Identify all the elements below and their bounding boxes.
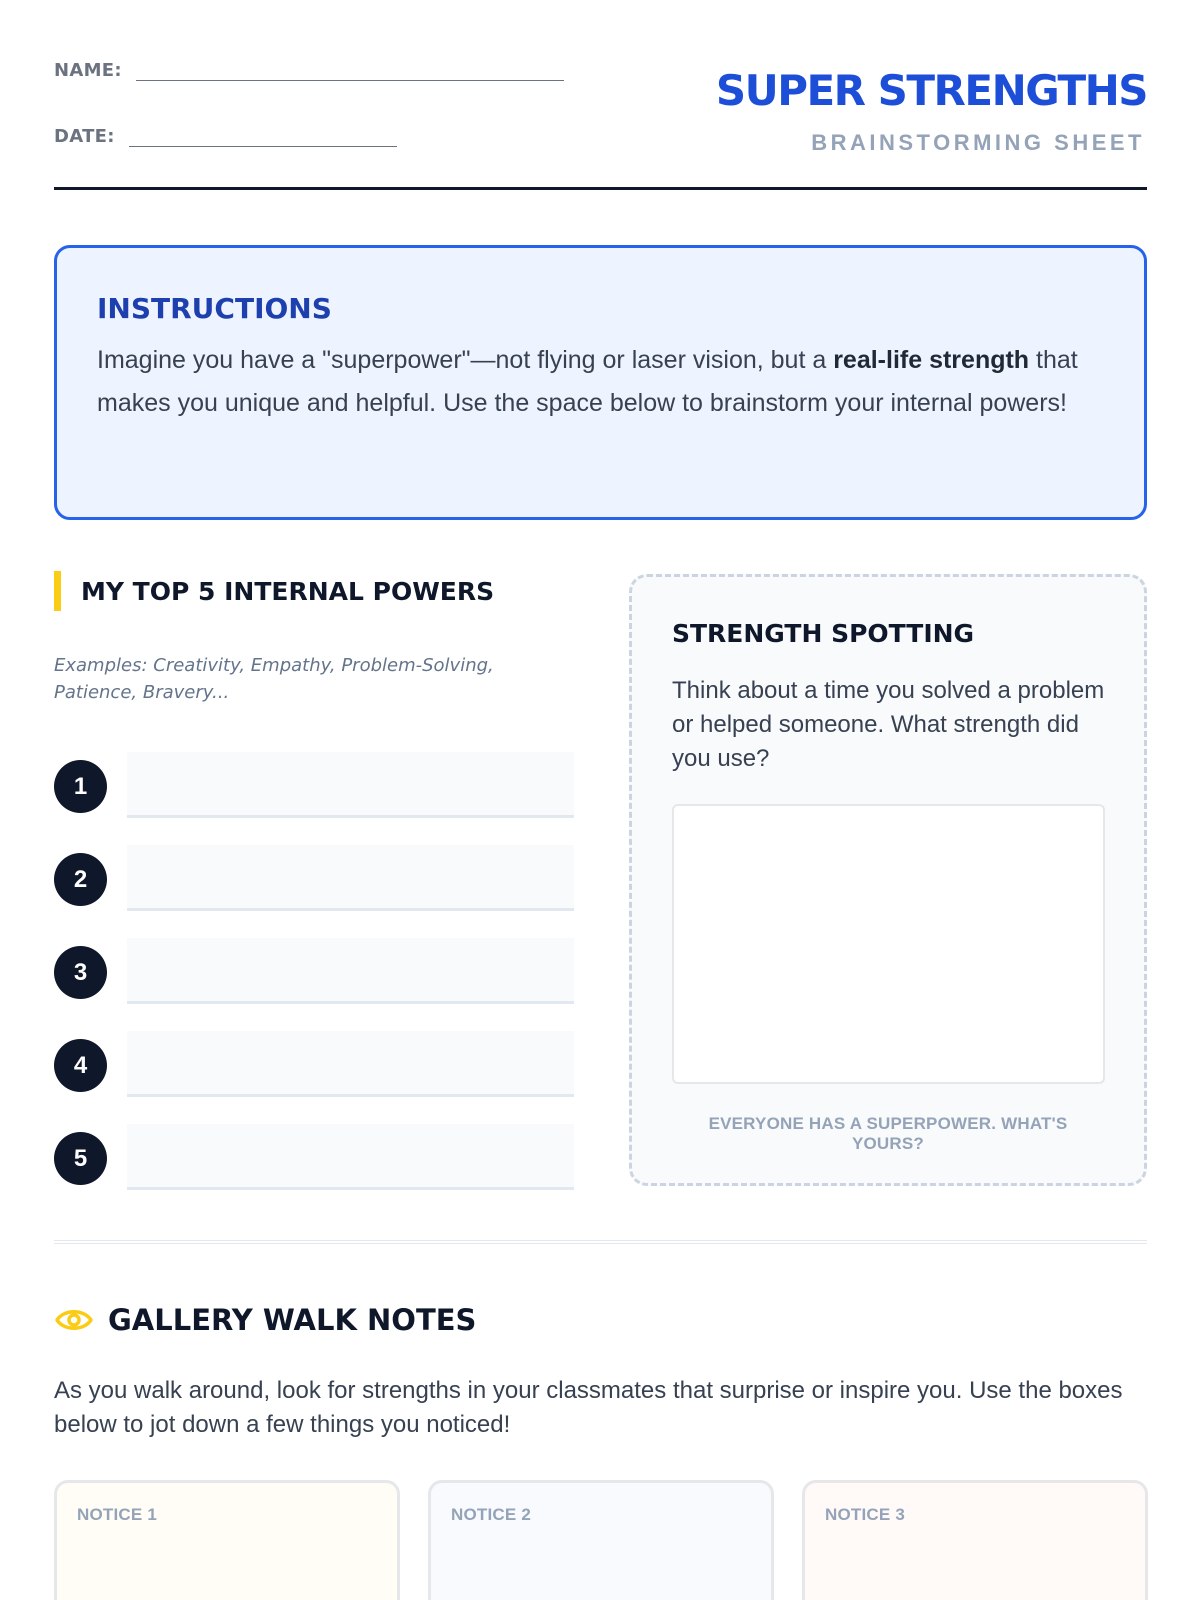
- power-row: [54, 845, 574, 938]
- instructions-text-start: Imagine you have a "superpower"—not flying or laser vision, but a: [97, 346, 834, 374]
- gallery-title: GALLERY WALK NOTES: [108, 1303, 477, 1337]
- power-row: [54, 938, 574, 1031]
- date-field: [54, 126, 397, 147]
- name-label: NAME:: [54, 60, 122, 81]
- date-label: DATE:: [54, 126, 115, 147]
- instructions-box: [54, 245, 1147, 520]
- number-badge: 2: [54, 853, 107, 906]
- accent-bar: [54, 571, 61, 611]
- page-header: [54, 0, 1147, 190]
- powers-examples: Examples: Creativity, Empathy, Problem-Solving, Patience, Bravery...: [54, 655, 494, 703]
- number-badge: 4: [54, 1039, 107, 1092]
- instructions-title: INSTRUCTIONS: [97, 292, 332, 325]
- notice-box-2[interactable]: [428, 1480, 774, 1600]
- name-field: [54, 60, 564, 81]
- power-input[interactable]: [127, 752, 574, 818]
- instructions-text-end: that makes you unique and helpful. Use the space below to brainstorm your internal powers!: [97, 346, 1078, 417]
- page-title: SUPER STRENGTHS: [715, 66, 1147, 115]
- power-input[interactable]: [127, 845, 574, 911]
- page-subtitle: BRAINSTORMING SHEET: [811, 130, 1145, 155]
- gallery-header: [54, 1303, 476, 1337]
- notice-label: NOTICE 1: [77, 1505, 158, 1524]
- eye-icon: [54, 1305, 94, 1335]
- gallery-text: As you walk around, look for strengths in your classmates that surprise or inspire you. Use the boxes below to jot down a few things you noticed!: [54, 1377, 1123, 1438]
- number-badge: 5: [54, 1132, 107, 1185]
- notice-box-3[interactable]: [802, 1480, 1148, 1600]
- spotting-footer: EVERYONE HAS A SUPERPOWER. WHAT'S YOURS?: [708, 1114, 1068, 1153]
- name-line[interactable]: [136, 79, 564, 81]
- power-input[interactable]: [127, 938, 574, 1004]
- spotting-title: STRENGTH SPOTTING: [672, 619, 975, 648]
- power-input[interactable]: [127, 1124, 574, 1190]
- spotting-prompt: Think about a time you solved a problem or helped someone. What strength did you use?: [672, 677, 1105, 772]
- power-row: [54, 752, 574, 845]
- strength-spotting-card: [629, 574, 1147, 1186]
- spotting-answer-box[interactable]: [672, 804, 1105, 1084]
- date-line[interactable]: [129, 145, 397, 147]
- power-input[interactable]: [127, 1031, 574, 1097]
- powers-header: [54, 570, 574, 612]
- power-row: [54, 1031, 574, 1124]
- instructions-text: [97, 339, 1104, 425]
- notice-box-1[interactable]: [54, 1480, 400, 1600]
- powers-list: [54, 752, 574, 1217]
- power-row: [54, 1124, 574, 1217]
- section-divider: [54, 1240, 1147, 1244]
- number-badge: 3: [54, 946, 107, 999]
- number-badge: 1: [54, 760, 107, 813]
- powers-title: MY TOP 5 INTERNAL POWERS: [81, 576, 495, 606]
- powers-section: [54, 570, 574, 1172]
- instructions-text-bold: real-life strength: [833, 346, 1030, 374]
- notice-label: NOTICE 2: [451, 1505, 532, 1524]
- notice-label: NOTICE 3: [825, 1505, 906, 1524]
